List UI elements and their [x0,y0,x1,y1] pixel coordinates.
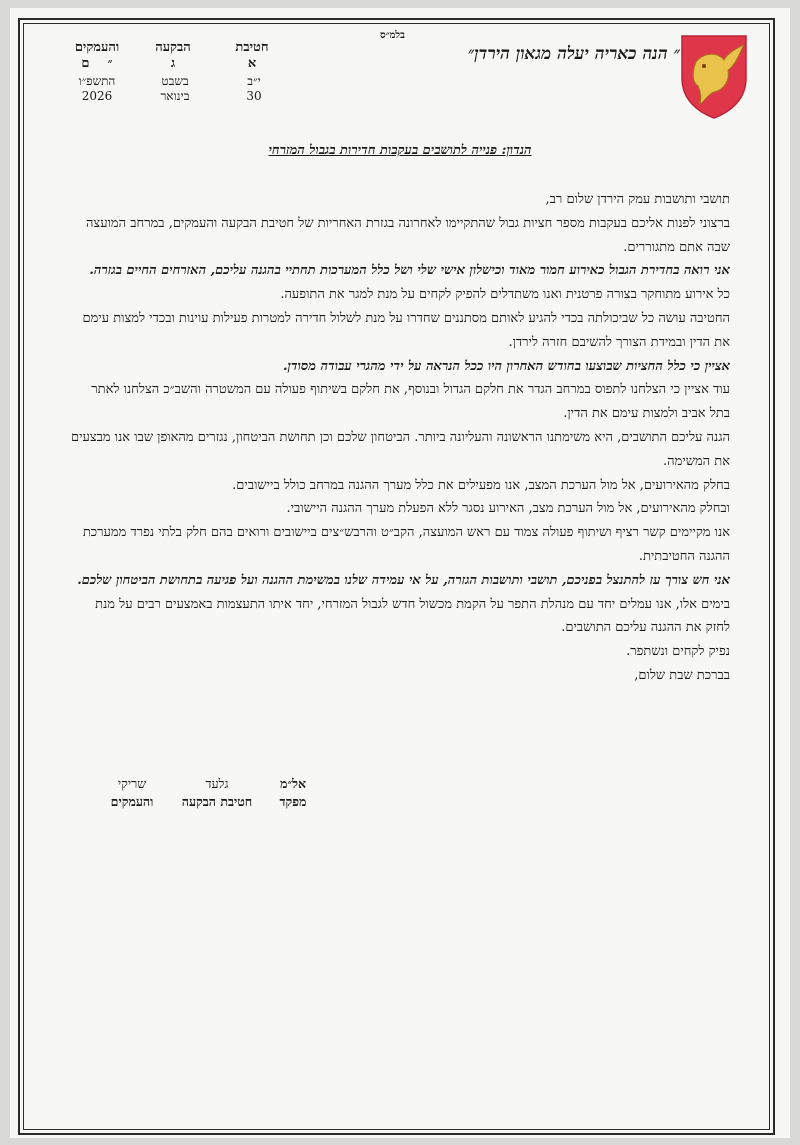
signature-last-name: שריקי והעמקים [110,776,154,809]
body-paragraph: בחלק מהאירועים, אל מול הערכת המצב, אנו מפעילים את כלל מערך ההגנה במרחב כולל ביישובים. [232,477,730,493]
body-paragraph: בברכת שבת שלום, [634,667,730,683]
body-paragraph: בימים אלו, אנו עמלים יחד עם מנהלת התפר על הקמת מכשול חדש לגבול המזרחי, יחד איתו התעצמות באמצעים רבים על מנת לחזק את ההגנה עליכם התושבים. [95,596,730,636]
body-paragraph: החטיבה עושה כל שביכולתה בכדי להגיע לאותם מסתננים שחדרו על מנת לשלול חדירה למטרות פעילות עוינות ובכדי למצות עימם את הדין ובמידת הצורך להשיבם חזרה לירדן. [82,310,730,350]
unit-col-2: הבקעה ג [155,40,191,71]
letter-subject: הנדון: פנייה לתושבים בעקבות חדירות בגבול המזרחי [268,143,532,158]
signature-rank: אל״מ מפקד [279,776,307,809]
brigade-crest-icon [678,32,750,120]
body-paragraph: אני חש צורך עז להתנצל בפניכם, תושבי ותושבות הגזרה, על אי עמידה שלנו במשימת ההגנה ועל פגיעה בתחושת הביטחון שלכם. [77,572,730,588]
body-paragraph: ובחלק מהאירועים, אל מול הערכת מצב, האירוע נסגר ללא הפעלת מערך ההגנה היישובי. [286,501,730,517]
unit-col-1: חטיבת א [235,40,269,71]
letter-body [70,188,730,688]
body-paragraph: הגנה עליכם התושבים, היא משימתנו הראשונה והעליונה ביותר. הביטחון שלכם וכן תחושת הביטחון, נגזרים מהאופן שבו אנו מבצעים את המשימה. [70,429,730,469]
date-col-month: בשבט בינואר [160,74,190,103]
body-paragraph: נפיק לקחים ונשתפר. [626,644,730,660]
date-col-year: התשפ״ו 2026 [78,74,116,103]
signature-first-name: גלעד חטיבת הבקעה [181,776,253,809]
body-paragraph: כל אירוע מתוחקר בצורה פרטנית ואנו משתדלים להפיק לקחים על מנת למגר את התופעה. [280,287,730,303]
body-paragraph: תושבי ותושבות עמק הירדן שלום רב, [545,192,730,207]
body-paragraph: עוד אציין כי הצלחנו לתפוס במרחב הגדר את חלקם הגדול ובנוסף, את חלקם בשיתוף פעולה עם המשטרה והשב״כ הצלחנו לאתר בתל אביב ולמצות עימם את הדין. [91,382,730,422]
body-paragraph: אני רואה בחדירת הגבול כאירוע חמור מאוד וכישלון אישי שלי ושל כלל המערכות תחתיי בהגנה עליכם, האזרחים החיים בגזרה. [89,263,730,279]
unit-col-3: והעמקים ״ ם [74,40,120,71]
date-col-day: י״ב 30 [246,74,262,103]
body-paragraph: אנו מקיימים קשר רציף ושיתוף פעולה צמוד עם ראש המועצה, הקב״ט והרבש״צים ביישובים ורואים בהם חלק בלתי נפרד ממערכת ההגנה החטיבתית. [82,525,730,564]
body-paragraph: ברצוני לפנות אליכם בעקבות מספר חציות גבול שהתקיימו לאחרונה בגזרת האחריות של חטיבת הבקעה והעמקים, במרחב המועצה שבה אתם מתגוררים. [85,215,730,255]
classification-mark: בלמ״ס [380,30,405,41]
body-paragraph: אציין כי כלל החציות שבוצעו בחודש האחרון היו ככל הנראה על ידי מהגרי עבודה מסודן. [283,358,730,374]
brigade-motto: ״ הנה כאריה יעלה מגאון הירדן״ [467,44,680,64]
